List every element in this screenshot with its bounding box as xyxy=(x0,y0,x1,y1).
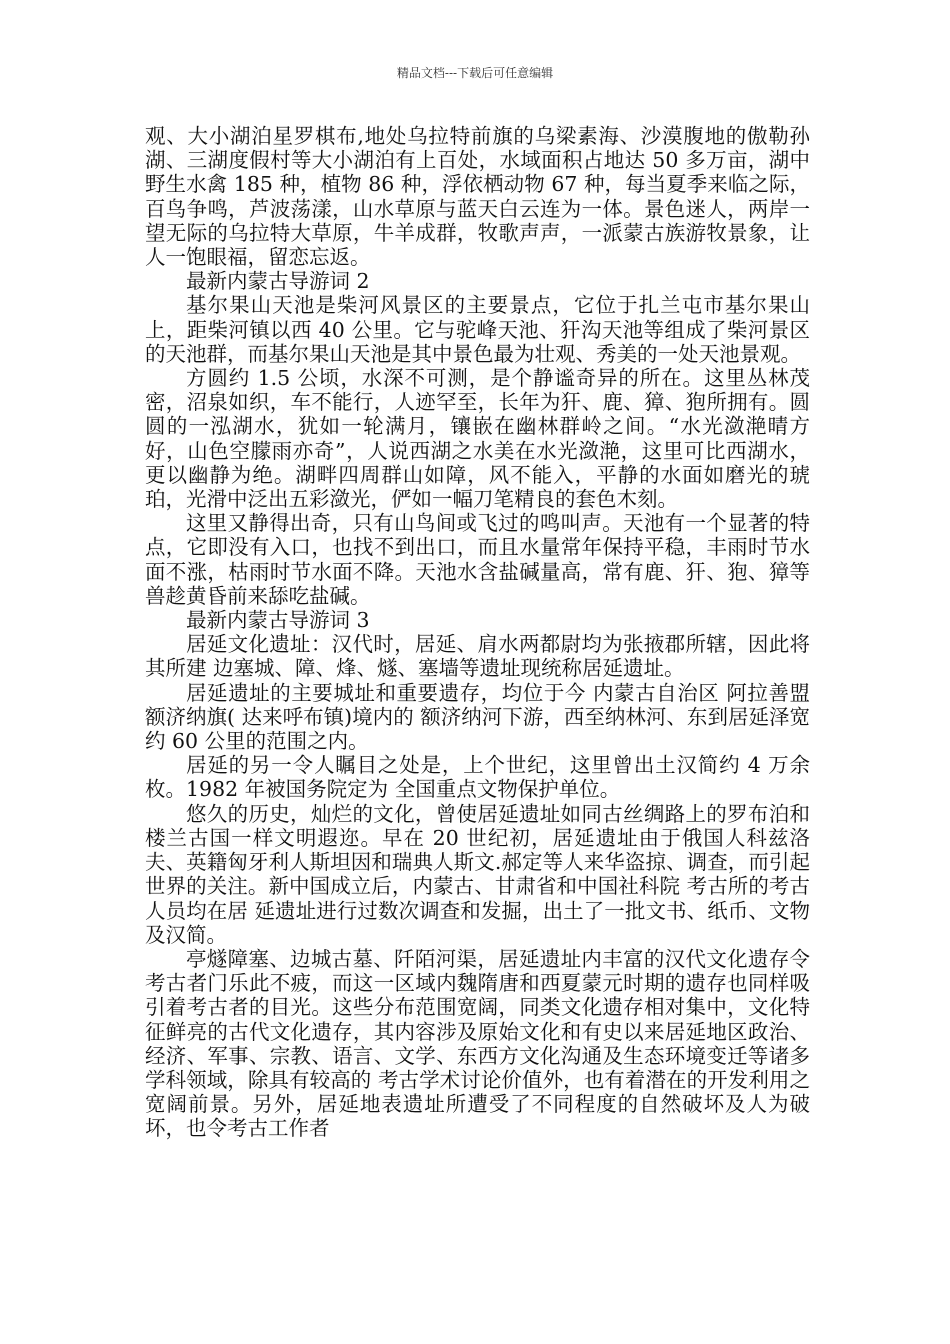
paragraph: 悠久的历史，灿烂的文化，曾使居延遗址如同古丝绸路上的罗布泊和 楼兰古国一样文明遐迩。早在 20 世纪初，居延遗址由于俄国人科兹洛夫、英籍匈牙利人斯坦因和瑞典人斯文.郝定等人来华盗掠、调查，而引起世界的关注。新中国成立后，内蒙古、甘肃省和中国社科院 考古所的考古人员均在居 延遗址进行过数次调查和发掘，出土了一批文书、纸币、文物及汉简。 xyxy=(145,801,810,947)
paragraph: 居延文化遗址：汉代时，居延、肩水两都尉均为张掖郡所辖，因此将其所建 边塞城、障、烽、燧、塞墙等遗址现统称居延遗址。 xyxy=(145,632,810,681)
page-header: 精品文档---下载后可任意编辑 xyxy=(396,66,554,80)
paragraph: 方圆约 1.5 公顷，水深不可测，是个静谧奇异的所在。这里丛林茂密，沼泉如织，车不能行，人迹罕至，长年为犴、鹿、獐、狍所拥有。圆圆的一泓湖水，犹如一轮满月，镶嵌在幽林群岭之间。“水光潋滟晴方好，山色空朦雨亦奇”，人说西湖之水美在水光潋滟，这里可比西湖水，更以幽静为绝。湖畔四周群山如障，风不能入，平静的水面如磨光的琥珀，光滑中泛出五彩潋光，俨如一幅刀笔精良的套色木刻。 xyxy=(145,366,810,512)
document-body xyxy=(145,124,810,1141)
paragraph: 这里又静得出奇，只有山鸟间或飞过的鸣叫声。天池有一个显著的特点，它即没有入口，也找不到出口，而且水量常年保持平稳，丰雨时节水面不涨，枯雨时节水面不降。天池水含盐碱量高，常有鹿、犴、狍、獐等兽趁黄昏前来舔吃盐碱。 xyxy=(145,511,810,608)
paragraph: 基尔果山天池是柴河风景区的主要景点，它位于扎兰屯市基尔果山上，距柴河镇以西 40 公里。它与驼峰天池、犴沟天池等组成了柴河景区的天池群，而基尔果山天池是其中景色最为壮观、秀美的一处天池景观。 xyxy=(145,293,810,366)
paragraph: 居延的另一令人瞩目之处是，上个世纪，这里曾出土汉简约 4 万余枚。1982 年被国务院定为 全国重点文物保护单位。 xyxy=(145,753,810,802)
paragraph: 亭燧障塞、边城古墓、阡陌河渠，居延遗址内丰富的汉代文化遗存令 考古者门乐此不疲，而这一区域内魏隋唐和西夏蒙元时期的遗存也同样吸引着考古者的目光。这些分布范围宽阔，同类文化遗存相对集中，文化特征鲜亮的古代文化遗存，其内容涉及原始文化和有史以来居延地区政治、经济、军事、宗教、语言、文学、东西方文化沟通及生态环境变迁等诸多学科领域，除具有较高的 考古学术讨论价值外，也有着潜在的开发利用之宽阔前景。另外，居延地表遗址所遭受了不同程度的自然破坏及人为破坏，也令考古工作者 xyxy=(145,946,810,1141)
section-heading: 最新内蒙古导游词 3 xyxy=(186,608,370,633)
paragraph: 居延遗址的主要城址和重要遗存，均位于今 内蒙古自治区 阿拉善盟 额济纳旗( 达来呼布镇)境内的 额济纳河下游，西至纳林河、东到居延泽宽约 60 公里的范围之内。 xyxy=(145,680,810,754)
paragraph: 观、大小湖泊星罗棋布,地处乌拉特前旗的乌梁素海、沙漠腹地的傲勒孙湖、三湖度假村等大小湖泊有上百处，水域面积占地达 50 多万亩，湖中野生水禽 185 种，植物 86 种，浮依栖动物 67 种，每当夏季来临之际，百鸟争鸣，芦波荡漾，山水草原与蓝天白云连为一体。景色迷人，两岸一望无际的乌拉特大草原，牛羊成群，牧歌声声，一派蒙古族游牧景象，让人一饱眼福，留恋忘返。 xyxy=(145,124,810,270)
section-heading: 最新内蒙古导游词 2 xyxy=(186,269,370,294)
